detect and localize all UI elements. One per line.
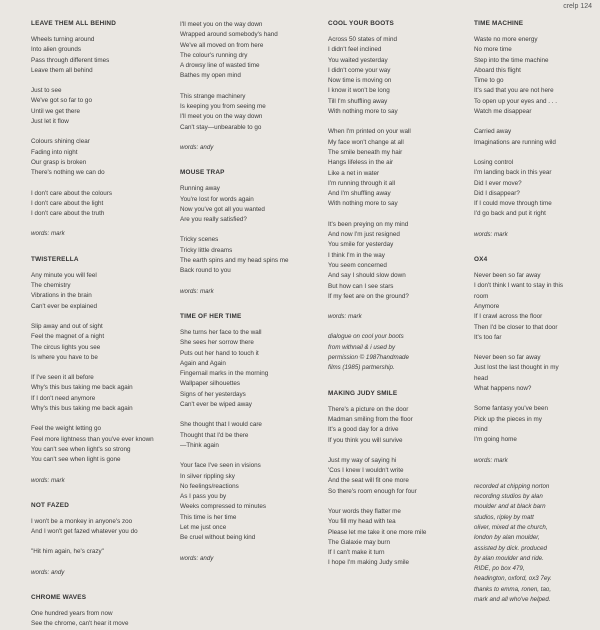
lyric-line: With nothing more to say	[328, 108, 398, 116]
credit-line: words: mark	[31, 230, 65, 238]
catalog-number: crelp 124	[563, 3, 592, 10]
lyric-line: room	[474, 292, 489, 300]
lyric-line: You fill my head with tea	[328, 518, 396, 526]
lyric-line: Your words they flatter me	[328, 507, 401, 515]
lyric-line: And say I should slow down	[328, 272, 406, 280]
lyric-line: mind	[474, 425, 488, 433]
lyric-line: You seem concerned	[328, 261, 387, 269]
song-title: MOUSE TRAP	[180, 169, 225, 177]
lyric-line: If I could move through time	[474, 200, 552, 208]
credit-line: words: mark	[474, 230, 508, 238]
stanza-spacer	[180, 544, 325, 554]
credit-line: words: andy	[180, 143, 214, 151]
lyric-line: You can't see when light is gone	[31, 456, 121, 464]
lyric-line: Thought that I'd be there	[180, 431, 249, 439]
lyric-line: The earth spins and my head spins me	[180, 257, 289, 265]
song-title: TIME MACHINE	[474, 20, 524, 27]
credit-line: headington, oxford, ox3 7ey.	[474, 575, 552, 583]
lyric-line: Just to see	[31, 87, 62, 95]
lyric-line: The colour's running dry	[180, 51, 248, 59]
credit-line: permission © 1987handmade	[328, 354, 409, 362]
lyric-line: If I crawl across the floor	[474, 313, 543, 321]
lyric-line: Did I disappear?	[474, 189, 520, 197]
section-spacer	[180, 297, 325, 313]
lyric-line: Carried away	[474, 128, 512, 136]
lyric-line: Aboard this flight	[474, 66, 521, 74]
credit-line: studios, ripley by matt	[474, 513, 534, 521]
lyric-line: See the chrome, can't hear it move	[31, 620, 129, 628]
lyric-line: Some fantasy you've been	[474, 405, 549, 413]
lyric-line: Into alien grounds	[31, 46, 82, 54]
lyric-line: Watch me disappear	[474, 108, 532, 116]
lyric-line: It's sad that you are not here	[474, 87, 554, 95]
lyric-line: Fingernail marks in the morning	[180, 370, 269, 378]
credit-line: words: mark	[180, 287, 214, 295]
lyric-line: Losing control	[474, 158, 514, 166]
lyric-line: You're lost for words again	[180, 195, 254, 203]
stanza-spacer	[328, 446, 471, 456]
song-title: NOT FAZED	[31, 501, 70, 509]
credit-line: words: andy	[180, 554, 214, 562]
stanza-spacer	[180, 133, 325, 143]
stanza-spacer	[31, 558, 181, 568]
lyric-line: Tricky little dreams	[180, 246, 233, 254]
lyric-line: The smile beneath my hair	[328, 148, 403, 156]
lyrics-column-1	[31, 20, 181, 630]
lyric-line: Leave them all behind	[31, 66, 93, 74]
lyric-line: Feel the weight letting go	[31, 425, 102, 433]
credit-line: from withnail & i used by	[328, 343, 396, 351]
stanza-spacer	[328, 210, 471, 220]
credit-line: assisted by dick. produced	[474, 544, 547, 552]
lyric-line: Why's this bus taking me back again	[31, 384, 133, 392]
stanza-spacer	[31, 466, 181, 476]
lyrics-column-2	[180, 20, 325, 564]
credit-line: words: andy	[31, 568, 65, 576]
lyric-line: Then I'd be closer to that door	[474, 323, 558, 331]
lyric-line: A drowsy line of wasted time	[180, 62, 260, 70]
lyric-line: Are you really satisfied?	[180, 216, 247, 224]
lyric-line: Just lost the last thought in my	[474, 364, 559, 372]
lyric-line: Across 50 states of mind	[328, 36, 397, 43]
lyric-line: Just my way of saying hi	[328, 456, 397, 464]
lyrics-column-4	[474, 20, 594, 605]
lyric-line: If I've seen it all before	[31, 374, 94, 382]
credit-line: words: mark	[328, 313, 362, 321]
lyric-line: If you think you will survive	[328, 436, 403, 444]
lyric-line: I didn't feel inclined	[328, 46, 382, 54]
stanza-spacer	[474, 117, 594, 127]
lyric-line: It's too far	[474, 333, 502, 341]
lyric-line: 'Cos I knew I wouldn't write	[328, 467, 404, 475]
lyric-line: Let me just once	[180, 523, 227, 531]
lyric-line: Is keeping you from seeing me	[180, 103, 266, 111]
credit-line: moulder and at black barn	[474, 503, 546, 511]
lyric-line: Why's this bus taking me back again	[31, 405, 133, 413]
lyric-line: Never been so far away	[474, 354, 541, 362]
lyric-line: Just let it flow	[31, 118, 69, 126]
lyric-line: You can't see when light's so strong	[31, 445, 131, 453]
lyric-line: We've all moved on from here	[180, 41, 264, 49]
section-spacer	[328, 374, 471, 390]
lyric-line: I don't care about the truth	[31, 210, 105, 218]
lyric-line: I didn't come your way	[328, 66, 391, 74]
lyric-line: —Think again	[180, 441, 219, 449]
lyric-line: If I don't need anymore	[31, 394, 96, 402]
lyric-line: And I won't get fazed whatever you do	[31, 528, 138, 536]
stanza-spacer	[180, 451, 325, 461]
lyric-line: So there's room enough for four	[328, 487, 417, 495]
lyric-line: One hundred years from now	[31, 609, 113, 617]
lyric-line: Step into the time machine	[474, 56, 549, 64]
credit-line: by alan moulder and ride.	[474, 554, 544, 562]
lyric-line: I'm running through it all	[328, 179, 396, 187]
lyric-line: Madman smiling from the floor	[328, 415, 413, 423]
song-title: COOL YOUR BOOTS	[328, 20, 394, 27]
stanza-spacer	[474, 220, 594, 230]
lyric-line: Pick up the pieces in my	[474, 415, 542, 423]
lyric-line: You smile for yesterday	[328, 241, 394, 249]
lyric-line: Until we get there	[31, 107, 81, 115]
lyric-line: Now time is moving on	[328, 77, 392, 85]
stanza-spacer	[328, 302, 471, 312]
lyric-line: There's a picture on the door	[328, 405, 409, 413]
lyrics-column-3	[328, 20, 471, 569]
lyric-line: Be cruel without being kind	[180, 534, 256, 542]
lyric-line: This time is her time	[180, 513, 237, 521]
lyric-line: In silver rippling sky	[180, 472, 235, 480]
section-spacer	[31, 240, 181, 256]
lyric-line: Time to go	[474, 77, 504, 85]
section-spacer	[474, 240, 594, 256]
lyric-line: There's nothing we can do	[31, 169, 105, 177]
lyric-line: Imaginations are running wild	[474, 138, 556, 146]
lyric-line: Is where you have to be	[31, 353, 98, 361]
lyric-line: This strange machinery	[180, 92, 246, 100]
lyric-line: My face won't change at all	[328, 138, 404, 146]
stanza-spacer	[31, 312, 181, 322]
stanza-spacer	[328, 497, 471, 507]
lyric-line: I'll meet you on the way down	[180, 21, 263, 28]
stanza-spacer	[474, 343, 594, 353]
lyric-line: She thought that I would care	[180, 421, 262, 429]
lyric-line: Back round to you	[180, 267, 231, 275]
lyric-line: Wallpaper silhouettes	[180, 380, 240, 388]
stanza-spacer	[328, 322, 471, 332]
lyric-line: If I can't make it turn	[328, 549, 385, 557]
lyric-line: I'm landing back in this year	[474, 169, 552, 177]
lyric-line: Pass through different times	[31, 56, 110, 64]
lyric-line: Any minute you will feel	[31, 271, 97, 279]
credit-line: RIDE, po box 479,	[474, 565, 525, 573]
credit-line: words: mark	[31, 476, 65, 484]
lyric-line: I know it won't be long	[328, 87, 390, 95]
lyric-line: Hangs lifeless in the air	[328, 159, 394, 167]
song-title: MAKING JUDY SMILE	[328, 389, 398, 397]
lyric-line: Again and Again	[180, 359, 226, 367]
stanza-spacer	[180, 277, 325, 287]
lyric-line: If my feet are on the ground?	[328, 292, 409, 300]
song-title: CHROME WAVES	[31, 593, 87, 601]
credit-line: recorded at chipping norton	[474, 482, 550, 490]
lyric-line: Can't stay—unbearable to go	[180, 123, 262, 131]
lyric-line: Can't ever be wiped away	[180, 401, 252, 409]
stanza-spacer	[31, 537, 181, 547]
lyric-line: As I pass you by	[180, 493, 227, 501]
lyric-line: It's a good day for a drive	[328, 426, 399, 434]
lyric-line: Did I ever move?	[474, 179, 522, 187]
stanza-spacer	[474, 446, 594, 456]
lyric-line: I don't care about the light	[31, 199, 104, 207]
credit-line: dialogue on cool your boots	[328, 333, 404, 341]
stanza-spacer	[31, 76, 181, 86]
lyric-line: Our grasp is broken	[31, 158, 87, 166]
lyric-line: I'm going home	[474, 436, 517, 444]
credit-line: oliver, mixed at the church,	[474, 523, 548, 531]
lyric-line: And I'm shuffling away	[328, 190, 391, 198]
lyric-line: Wrapped around somebody's hand	[180, 31, 278, 39]
lyric-line: Anymore	[474, 302, 500, 310]
lyric-line: Wheels turning around	[31, 36, 95, 43]
lyric-line: Signs of her yesterdays	[180, 390, 246, 398]
lyric-line: Waste no more energy	[474, 36, 538, 43]
lyric-line: It's been preying on my mind	[328, 220, 409, 228]
lyric-line: Now you've got all you wanted	[180, 205, 265, 213]
credit-line: thanks to emma, ronen, tao,	[474, 585, 552, 593]
lyric-line: Feel the magnet of a night	[31, 333, 105, 341]
lyric-line: Can't ever be explained	[31, 302, 97, 310]
lyric-line: Please let me take it one more mile	[328, 528, 427, 536]
stanza-spacer	[180, 410, 325, 420]
lyric-line: Feel more lightness than you've ever known	[31, 435, 154, 443]
lyric-line: I think I'm in the way	[328, 251, 385, 259]
lyric-line: Weeks compressed to minutes	[180, 503, 266, 511]
lyric-line: I hope I'm making Judy smile	[328, 559, 409, 567]
lyric-line: I don't think I want to stay in this	[474, 282, 564, 290]
lyric-line: head	[474, 374, 489, 382]
song-title: LEAVE THEM ALL BEHIND	[31, 20, 117, 27]
credit-line: recording studios by alan	[474, 493, 543, 501]
lyric-line: Till I'm shuffling away	[328, 97, 388, 105]
lyric-line: Your face I've seen in visions	[180, 462, 261, 470]
lyric-line: We've got so far to go	[31, 97, 92, 105]
song-title: OX4	[474, 256, 488, 264]
lyric-line: To open up your eyes and . . .	[474, 97, 557, 105]
lyric-line: The circus lights you see	[31, 343, 101, 351]
credit-line: words: mark	[474, 456, 508, 464]
stanza-spacer	[31, 219, 181, 229]
lyric-line: I'll meet you on the way down	[180, 113, 263, 121]
lyric-line: And the seat will fit one more	[328, 477, 409, 485]
lyric-line: Running away	[180, 185, 220, 193]
stanza-spacer	[474, 148, 594, 158]
lyric-line: I won't be a monkey in anyone's zoo	[31, 517, 133, 525]
lyric-line: I'd go back and put it right	[474, 210, 546, 218]
stanza-spacer	[474, 394, 594, 404]
lyric-line: The Galaxie may burn	[328, 538, 390, 546]
lyric-line: Colours shining clear	[31, 138, 90, 146]
lyric-line: No feelings/reactions	[180, 482, 239, 490]
lyric-line: But how can I see stars	[328, 282, 394, 290]
section-spacer	[180, 153, 325, 169]
section-spacer	[31, 486, 181, 502]
credit-line: mark and all who've helped.	[474, 596, 551, 604]
credit-line: films (1985) partnership.	[328, 364, 395, 372]
lyric-line: I don't care about the colours	[31, 189, 113, 197]
stanza-spacer	[31, 127, 181, 137]
lyric-line: The chemistry	[31, 282, 71, 290]
section-spacer	[31, 578, 181, 594]
lyric-line: She sees her sorrow there	[180, 339, 254, 347]
lyric-line: With nothing more to say	[328, 200, 398, 208]
lyric-line: Tricky scenes	[180, 236, 219, 244]
lyric-line: Slip away and out of sight	[31, 322, 103, 330]
stanza-spacer	[180, 225, 325, 235]
lyric-line: She turns her face to the wall	[180, 328, 262, 336]
stanza-spacer	[31, 179, 181, 189]
lyric-line: Vibrations in the brain	[31, 292, 92, 300]
lyric-line: When I'm printed on your wall	[328, 128, 411, 136]
stanza-spacer	[180, 82, 325, 92]
lyric-line: Puts out her hand to touch it	[180, 349, 259, 357]
stanza-spacer	[31, 363, 181, 373]
lyric-line: And now I'm just resigned	[328, 231, 400, 239]
lyric-line: You waited yesterday	[328, 56, 388, 64]
credit-line: london by alan moulder,	[474, 534, 540, 542]
lyric-line: Bathes my open mind	[180, 72, 241, 80]
lyric-line: What happens now?	[474, 385, 532, 393]
lyric-line: Never been so far away	[474, 272, 541, 280]
lyric-line: Like a net in water	[328, 169, 380, 177]
lyric-line: No more time	[474, 46, 512, 54]
song-title: TIME OF HER TIME	[180, 312, 242, 320]
stanza-spacer	[31, 414, 181, 424]
section-spacer	[474, 466, 594, 482]
lyric-line: "Hit him again, he's crazy"	[31, 548, 104, 556]
song-title: TWISTERELLA	[31, 255, 79, 263]
stanza-spacer	[328, 117, 471, 127]
lyric-line: Fading into night	[31, 148, 78, 156]
